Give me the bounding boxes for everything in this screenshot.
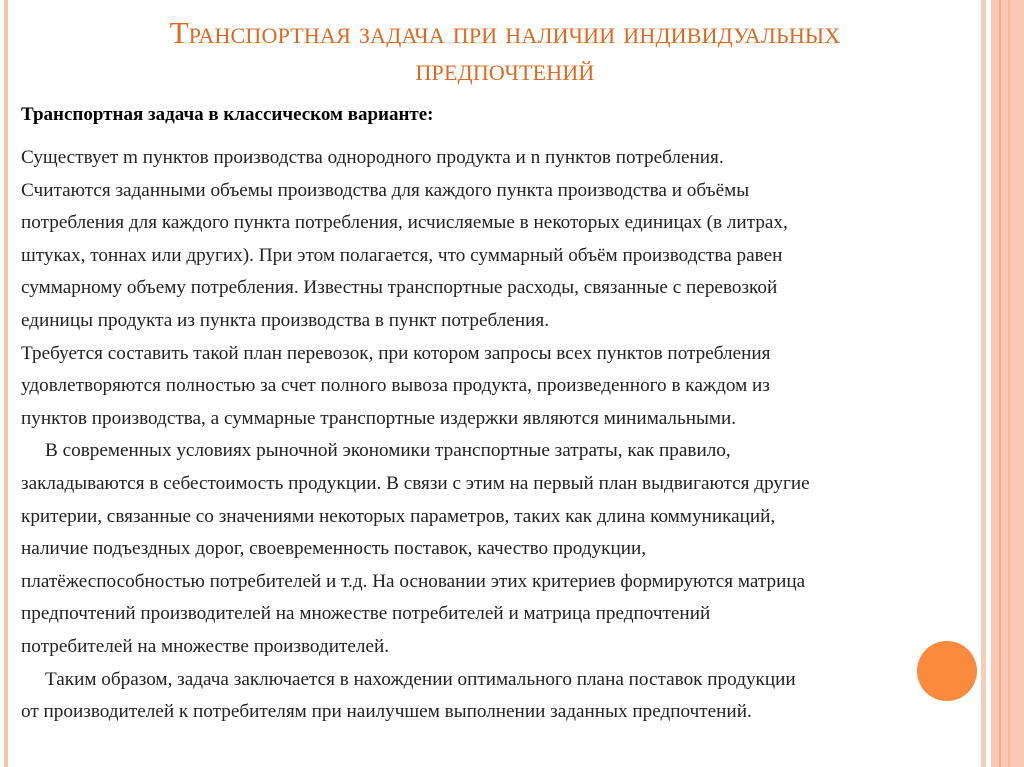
right-stripe-decoration [999,0,1001,767]
body-line: Требуется составить такой план перевозок, при котором запросы всех пунктов потребления [21,342,771,364]
body-line: предпочтений производителей на множестве потребителей и матрица предпочтений [21,603,711,625]
body-line: потребителей на множестве производителей. [21,635,390,657]
body-line: Существует m пунктов производства однородного продукта и n пунктов потребления. [21,147,724,168]
right-stripe-decoration [1008,0,1010,767]
slide-title [30,14,980,88]
body-line: Таким образом, задача заключается в нахождении оптимального плана поставок продукции [21,668,796,690]
body-line: единицы продукта из пункта производства в пункт потребления. [21,309,549,331]
body-text [21,142,810,729]
title-line-1: Транспортная задача при наличии индивидуальных [169,15,841,50]
body-line: платёжеспособностью потребителей и т.д. На основании этих критериев формируются матрица [21,570,806,592]
body-line: от производителей к потребителям при наилучшем выполнении заданных предпочтений. [21,701,752,723]
body-line: пунктов производства, а суммарные транспортные издержки являются минимальными. [21,407,737,429]
right-stripe-decoration [981,0,986,767]
body-line: удовлетворяются полностью за счет полного вывоза продукта, произведенного в каждом из [21,375,770,397]
body-line: Считаются заданными объемы производства для каждого пункта производства и объёмы [21,179,750,201]
title-line-2: предпочтений [415,52,595,87]
body-line: суммарному объему потребления. Известны транспортные расходы, связанные с перевозкой [21,277,778,299]
body-line: наличие подъездных дорог, своевременность поставок, качество продукции, [21,538,647,560]
body-line: штуках, тоннах или других). При этом полагается, что суммарный объём производства равен [21,244,783,266]
body-line: критерии, связанные со значениями некоторых параметров, таких как длина коммуникаций, [21,505,776,527]
body-line: потребления для каждого пункта потребления, исчисляемые в некоторых единицах (в литрах, [21,212,788,234]
body-line: В современных условиях рыночной экономики транспортные затраты, как правило, [21,440,731,462]
left-border-decoration [4,0,8,767]
decorative-circle [917,641,977,701]
body-line: закладываются в себестоимость продукции. В связи с этим на первый план выдвигаются другие [21,472,810,494]
subtitle: Транспортная задача в классическом варианте: [21,104,434,125]
